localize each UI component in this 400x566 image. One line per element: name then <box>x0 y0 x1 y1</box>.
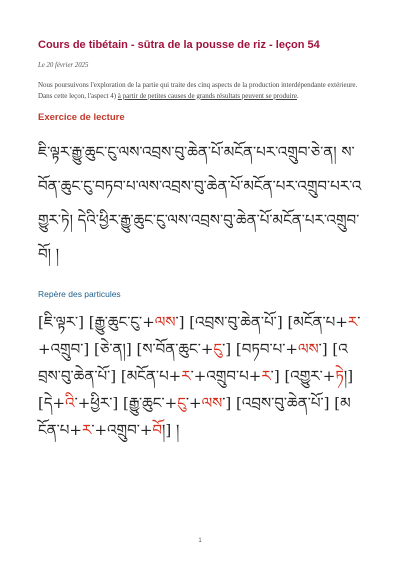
particle-highlight: ངུ <box>177 394 186 413</box>
particle-highlight: ལས <box>201 394 223 413</box>
reading-exercise-heading: Exercice de lecture <box>38 112 125 124</box>
particle-segment: ་] [འབྲས་བུ་ཆེན་པོ་] [མངོན་པ+ <box>38 340 348 386</box>
page-title: Cours de tibétain - sūtra de la pousse de riz - leçon 54 <box>38 39 320 51</box>
lesson-date: Le 20 février 2025 <box>38 62 89 69</box>
particles-text <box>38 309 364 440</box>
particle-highlight: ར <box>347 313 358 332</box>
intro-paragraph <box>38 80 364 101</box>
particle-segment: ་+འགྲུབ་པ+ <box>190 367 262 386</box>
page <box>38 38 364 440</box>
particle-highlight: ར <box>82 421 92 440</box>
reading-exercise-text: ཇི་ལྟར་རྒྱུ་ཆུང་ངུ་ལས་འབྲས་བུ་ཆེན་པོ་མངོན་པར་འགྲུབ་ཅེ་ན། ས་བོན་ཆུང་ངུ་བཏབ་པ་ལས་འབྲས་བུ་ཆེན་པོ་མངོན་པར་འགྲུབ་པར་འགྱུར་ཏེ། དེའི་ཕྱིར་རྒྱུ་ཆུང་ངུ་ལས་འབྲས་བུ་ཆེན་པོ་མངོན་པར་འགྲུབ་བོ། ། <box>38 143 362 264</box>
intro-underlined-text: à partir de petites causes de grands résultats peuvent se produire <box>117 91 298 100</box>
page-number: 1 <box>198 538 202 544</box>
particle-segment: ་] [འབྲས་བུ་ཆེན་པོ་] [མངོན་པ+ <box>175 313 348 332</box>
intro-end: . <box>297 91 299 100</box>
particle-segment: ་] [བཏབ་པ་+ <box>222 340 298 359</box>
particle-highlight: ལས <box>297 340 319 359</box>
particle-segment: ་+ཕྱིར་] [རྒྱུ་ཆུང་+ <box>74 394 178 413</box>
particle-segment: །] [དེ+ <box>38 367 354 413</box>
particle-highlight: འི <box>65 394 75 413</box>
particle-segment: ་+འགྲུབ་] [ཅེ་ན།] [ས་བོན་ཆུང་+ <box>38 313 361 359</box>
particle-highlight: ར <box>181 367 191 386</box>
intro-text: Nous poursuivons l'exploration de la partie qui traite des cinq aspects de la production interdépendante extérieure. Dans cette leçon, l'aspect 4) <box>38 81 358 100</box>
particle-highlight: བོ <box>152 421 163 440</box>
particles-heading: Repère des particules <box>38 289 121 300</box>
particle-highlight: ངུ <box>213 340 223 359</box>
particle-highlight: ཏེ <box>335 367 344 386</box>
particle-segment: །] ། <box>162 421 180 440</box>
particle-segment: ་] [འགྱུར་+ <box>270 367 336 386</box>
particle-highlight: ལས <box>154 313 176 332</box>
particle-segment: ་+འགྲུབ་+ <box>91 421 153 440</box>
particle-segment: ་] [འབྲས་བུ་ཆེན་པོ་] [མངོན་པ+ <box>38 394 351 440</box>
particle-segment: ་+ <box>185 394 202 413</box>
particle-highlight: ར <box>261 367 271 386</box>
particle-segment: [ཇི་ལྟར་] [རྒྱུ་ཆུང་ངུ་+ <box>38 313 155 332</box>
